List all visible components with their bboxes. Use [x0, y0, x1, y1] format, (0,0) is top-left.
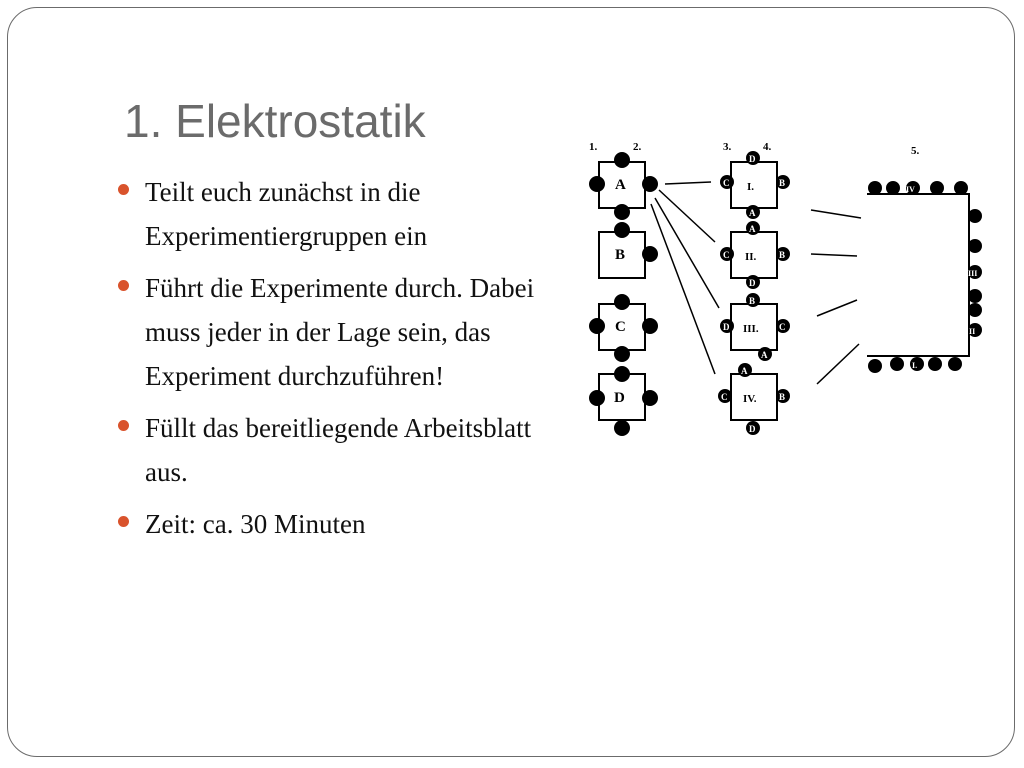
group-box-c [589, 294, 658, 362]
step-label-3: 3. [723, 141, 732, 153]
station-label-1: I. [747, 181, 755, 193]
bullet-item [118, 406, 558, 494]
step-label-2: 2. [633, 141, 642, 153]
bullet-item [118, 266, 558, 398]
bullet-item [118, 502, 558, 546]
step-label-1: 1. [589, 141, 598, 153]
marker-letter: D [723, 322, 730, 332]
station-label-3: III. [743, 323, 759, 335]
bullet-dot-icon [118, 516, 129, 527]
bullet-dot-icon [118, 420, 129, 431]
group-box-a [589, 152, 658, 220]
marker-letter: B [779, 178, 786, 188]
marker-letter: D [749, 154, 756, 164]
bullet-text: Zeit: ca. 30 Minuten [145, 509, 366, 539]
slide-title: 1. Elektrostatik [124, 95, 426, 147]
group-label-d: D [614, 390, 625, 406]
station-box-4 [718, 363, 790, 435]
marker-letter: A [749, 224, 756, 234]
group-label-b: B [615, 247, 626, 263]
step-label-4: 4. [763, 141, 772, 153]
marker-letter: C [779, 322, 786, 332]
group-rotation-diagram [575, 130, 1015, 440]
bullet-text: Teilt euch zunächst in die Experimentiergruppen ein [145, 177, 428, 251]
group-label-a: A [615, 177, 626, 193]
marker-letter: C [723, 250, 730, 260]
station-box-1 [720, 151, 790, 219]
bullet-item [118, 170, 558, 258]
step-label-5: 5. [911, 145, 920, 157]
group-box-b [599, 222, 658, 278]
group-label-c: C [615, 319, 626, 335]
marker-letter: D [749, 278, 756, 288]
group-box-d [589, 366, 658, 436]
station-label-4: IV. [743, 393, 757, 405]
marker-letter: D [749, 424, 756, 434]
marker-letter: A [761, 350, 768, 360]
bullet-dot-icon [118, 280, 129, 291]
station-box-3 [720, 293, 790, 361]
marker-letter: A [749, 208, 756, 218]
final-label-iv: IV [906, 185, 915, 194]
bullet-text: Führt die Experimente durch. Dabei muss jeder in der Lage sein, das Experiment durchzuführen! [145, 273, 535, 391]
station-label-2: II. [745, 251, 757, 263]
marker-letter: B [779, 392, 786, 402]
bullet-dot-icon [118, 184, 129, 195]
marker-letter: A [741, 366, 748, 376]
final-label-i: I. [912, 361, 918, 370]
final-arrangement [867, 181, 982, 373]
final-label-iii: III [968, 269, 978, 278]
final-label-ii: II [969, 327, 976, 336]
marker-letter: B [779, 250, 786, 260]
marker-letter: C [723, 178, 730, 188]
bullet-text: Füllt das bereitliegende Arbeitsblatt aus. [145, 413, 532, 487]
marker-letter: C [721, 392, 728, 402]
marker-letter: B [749, 296, 756, 306]
bullet-list [118, 170, 558, 554]
station-box-2 [720, 221, 790, 289]
